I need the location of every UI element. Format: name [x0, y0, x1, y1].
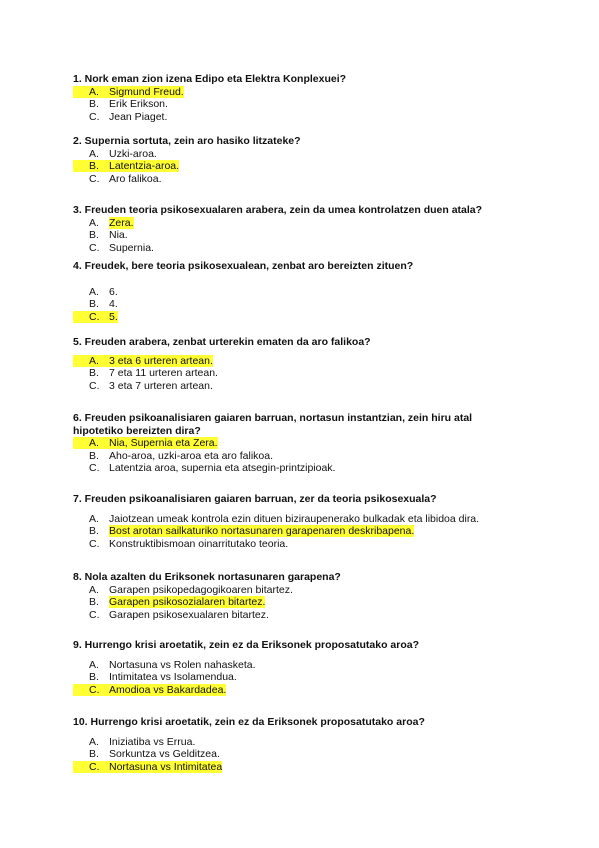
option-c: C. 3 eta 7 urteren artean. — [89, 379, 213, 392]
question-text: 4. Freudek, bere teoria psikosexualean, zenbat aro bereizten zituen? — [73, 260, 414, 272]
question-1 — [73, 73, 543, 123]
question-8 — [73, 571, 543, 621]
option-a: A. Garapen psikopedagogikoaren bitartez. — [89, 583, 293, 596]
question-9 — [73, 639, 543, 696]
question-3 — [73, 204, 543, 254]
option-a: A. Jaiotzean umeak kontrola ezin dituen biziraupenerako bulkadak eta libidoa dira. — [89, 512, 480, 525]
question-text: 10. Hurrengo krisi aroetatik, zein ez da Eriksonek proposatutako aroa? — [73, 716, 425, 728]
question-text-line-2: hipotetiko bereizten dira? — [73, 424, 201, 437]
option-c: C. Latentzia aroa, supernia eta atsegin-printzipioak. — [89, 462, 336, 474]
question-text-line-1: 6. Freuden psikoanalisiaren gaiaren barruan, nortasun instantzian, zein hiru atal — [73, 412, 473, 424]
option-c: C. Jean Piaget. — [89, 110, 168, 123]
question-6 — [73, 412, 543, 475]
option-b: B. 4. — [89, 298, 118, 310]
question-text: 2. Supernia sortuta, zein aro hasiko litzateke? — [73, 135, 301, 147]
option-c: C. Supernia. — [89, 241, 154, 254]
option-a: A. Iniziatiba vs Errua. — [89, 735, 196, 748]
option-c: C. Garapen psikosexualaren bitartez. — [89, 608, 269, 621]
option-a: A. Sigmund Freud. — [73, 86, 543, 99]
option-c: C. Konstruktibismoan oinarritutako teoria. — [89, 537, 289, 550]
option-b: B. Garapen psikosozialaren bitartez. — [89, 596, 266, 608]
question-10 — [73, 716, 543, 773]
option-b: B. 7 eta 11 urteren artean. — [89, 367, 218, 379]
option-b: B. Erik Erikson. — [89, 98, 168, 110]
option-b: B. Bost arotan sailkaturiko nortasunaren garapenaren deskribapena. — [89, 525, 415, 537]
option-a: A. Uzki-aroa. — [89, 147, 157, 160]
option-c: C. Aro falikoa. — [89, 172, 162, 185]
question-2 — [73, 135, 543, 185]
option-b: B. Latentzia-aroa. — [73, 160, 543, 173]
option-a: A. Nia, Supernia eta Zera. — [73, 437, 543, 450]
question-text: 7. Freuden psikoanalisiaren gaiaren barruan, zer da teoria psikosexuala? — [73, 493, 437, 505]
option-a: A. Nortasuna vs Rolen nahasketa. — [89, 658, 256, 671]
question-5 — [73, 336, 543, 392]
question-text: 1. Nork eman zion izena Edipo eta Elektra Konplexuei? — [73, 73, 347, 85]
option-b: B. Sorkuntza vs Gelditzea. — [89, 748, 220, 760]
option-b: B. Intimitatea vs Isolamendua. — [89, 671, 237, 683]
option-c: C. Amodioa vs Bakardadea. — [73, 684, 543, 697]
option-c: C. 5. — [73, 311, 543, 324]
question-text: 3. Freuden teoria psikosexualaren arabera, zein da umea kontrolatzen duen atala? — [73, 204, 483, 216]
question-7 — [73, 493, 543, 550]
option-a: A. Zera. — [89, 216, 134, 229]
question-text: 5. Freuden arabera, zenbat urterekin ematen da aro falikoa? — [73, 336, 371, 348]
option-a: A. 3 eta 6 urteren artean. — [73, 355, 543, 368]
option-b: B. Aho-aroa, uzki-aroa eta aro falikoa. — [89, 449, 274, 462]
option-b: B. Nia. — [89, 229, 128, 241]
question-4 — [73, 260, 543, 323]
question-text: 9. Hurrengo krisi aroetatik, zein ez da Eriksonek proposatutako aroa? — [73, 639, 420, 651]
question-text: 8. Nola azalten du Eriksonek nortasunaren garapena? — [73, 571, 341, 583]
option-c: C. Nortasuna vs Intimitatea — [73, 761, 543, 774]
option-a: A. 6. — [89, 285, 118, 298]
